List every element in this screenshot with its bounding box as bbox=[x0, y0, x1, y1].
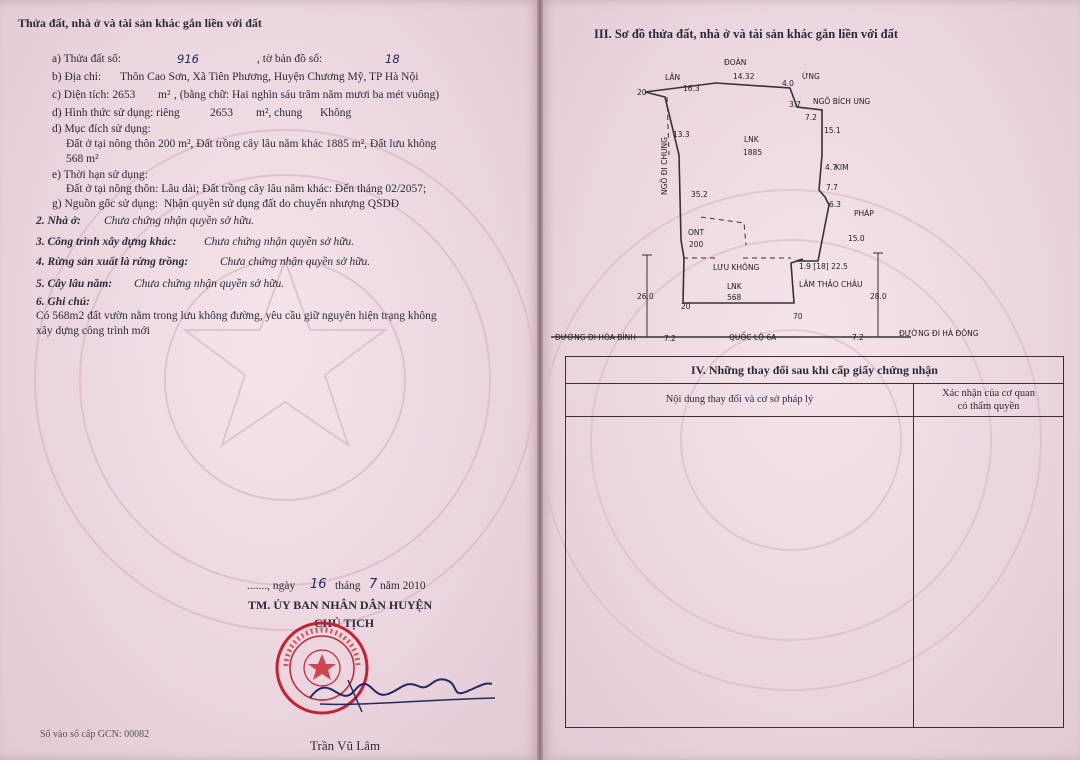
map-label-lnk-top: LNK bbox=[744, 135, 759, 144]
parcel-number: 916 bbox=[177, 52, 199, 66]
usage-form-label: d) Hình thức sử dụng: riêng bbox=[52, 107, 180, 119]
parcel-label: a) Thửa đất số: bbox=[52, 53, 121, 65]
road-label-right: ĐƯỜNG ĐI HÀ ĐÔNG bbox=[899, 329, 979, 338]
usage-private: 2653 bbox=[210, 107, 233, 119]
column-divider bbox=[913, 384, 914, 727]
dim-151: 15.1 bbox=[824, 126, 841, 135]
map-label-ngo-di-chung: NGÕ ĐI CHUNG bbox=[660, 137, 669, 195]
right-page bbox=[541, 0, 1080, 760]
dim-37: 3.7 bbox=[789, 100, 801, 109]
date-month-label: tháng bbox=[335, 580, 361, 592]
book-number: Số vào sổ cấp GCN: 00082 bbox=[40, 729, 150, 740]
map-sheet-number: 18 bbox=[385, 52, 400, 66]
date-day: 16 bbox=[310, 577, 327, 592]
dim-16-3: 16.3 bbox=[683, 84, 700, 93]
term-label: e) Thời hạn sử dụng: bbox=[52, 169, 148, 181]
map-label-lnk-top-area: 1885 bbox=[743, 148, 763, 157]
item-4-value: Chưa chứng nhận quyền sở hữu. bbox=[220, 256, 371, 268]
section-4-title: IV. Những thay đổi sau khi cấp giấy chứng nhận bbox=[566, 357, 1063, 384]
item-4-label: 4. Rừng sản xuất là rừng trồng: bbox=[36, 256, 189, 268]
dim-42: 4.0 bbox=[782, 79, 794, 88]
section-3-title: III. Sơ đồ thửa đất, nhà ở và tài sản khác gắn liền với đất bbox=[594, 27, 899, 41]
col-authority-header-line-2: có thẩm quyền bbox=[957, 401, 1020, 412]
item-5-label: 5. Cây lâu năm: bbox=[36, 278, 113, 290]
origin-value: Nhận quyền sử dụng đất do chuyển nhượng QSDĐ bbox=[164, 198, 400, 210]
item-5-value: Chưa chứng nhận quyền sở hữu. bbox=[134, 278, 285, 290]
usage-shared-label: m², chung bbox=[256, 107, 303, 119]
road-label-mid: QUỐC LỘ 6A bbox=[729, 333, 777, 342]
dim-150: 15.0 bbox=[848, 234, 865, 243]
area-unit: m² bbox=[158, 89, 171, 101]
dim-20-tl: 20 bbox=[637, 88, 647, 97]
map-label-phap: PHÁP bbox=[854, 209, 874, 218]
map-sheet-label: , tờ bản đồ số: bbox=[257, 53, 323, 65]
book-spine bbox=[537, 0, 543, 760]
usage-shared: Không bbox=[320, 107, 352, 119]
map-label-luu-khong: LƯU KHÔNG bbox=[713, 263, 760, 272]
map-label-doan: ĐOÀN bbox=[724, 58, 747, 67]
item-3-value: Chưa chứng nhận quyền sở hữu. bbox=[204, 236, 355, 248]
dim-72-left: 7.2 bbox=[664, 334, 676, 343]
purpose-label: d) Mục đích sử dụng: bbox=[52, 123, 151, 135]
dim-260: 26.0 bbox=[637, 292, 654, 301]
address-value: Thôn Cao Sơn, Xã Tiên Phương, Huyện Chương Mỹ, TP Hà Nội bbox=[120, 71, 419, 83]
signature bbox=[300, 660, 500, 720]
parcel-sketch-map bbox=[541, 45, 1080, 355]
col-authority-header-line-1: Xác nhận của cơ quan bbox=[941, 388, 1035, 399]
dim-133: 13.3 bbox=[673, 130, 690, 139]
position-title: CHỦ TỊCH bbox=[314, 616, 375, 630]
purpose-line-2: 568 m² bbox=[66, 153, 99, 165]
col-authority-header bbox=[914, 384, 1063, 417]
authority-title: TM. ỦY BAN NHÂN DÂN HUYỆN bbox=[248, 598, 433, 612]
dim-280: 28.0 bbox=[870, 292, 887, 301]
map-label-lam-thao-chau: LÂM THẢO CHÂU bbox=[799, 280, 863, 289]
changes-table bbox=[565, 356, 1064, 728]
map-label-kim: KIM bbox=[835, 163, 849, 172]
date-prefix: ......., ngày bbox=[247, 580, 296, 592]
map-label-lnk-bottom: LNK bbox=[727, 282, 742, 291]
note-line-1: Có 568m2 đất vườn nằm trong lưu không đường, yêu cầu giữ nguyên hiện trạng không bbox=[36, 310, 437, 322]
map-label-lnk-bottom-area: 568 bbox=[727, 293, 742, 302]
address-label: b) Địa chỉ: bbox=[52, 71, 102, 83]
date-month: 7 bbox=[369, 577, 378, 592]
dim-70: 70 bbox=[793, 312, 803, 321]
map-label-dim-misc: 1.9 [18] 22.5 bbox=[799, 262, 848, 271]
dim-20-bl: 20 bbox=[681, 302, 691, 311]
term-value: Đất ở tại nông thôn: Lâu dài; Đất trồng cây lâu năm khác: Đến tháng 02/2057; bbox=[66, 183, 427, 195]
item-3-label: 3. Công trình xây dựng khác: bbox=[36, 236, 177, 248]
map-label-ngo-bichung: NGÕ BÍCH UNG bbox=[813, 97, 871, 106]
item-2-value: Chưa chứng nhận quyền sở hữu. bbox=[104, 215, 255, 227]
map-label-ont: ONT bbox=[688, 228, 705, 237]
purpose-line-1: Đất ở tại nông thôn 200 m², Đất trồng cây lâu năm khác 1885 m², Đất lưu không bbox=[66, 138, 437, 150]
map-label-lan: LÂN bbox=[665, 73, 681, 82]
dim-352: 35.2 bbox=[691, 190, 708, 199]
dim-47: 4.7 bbox=[825, 163, 837, 172]
area-words: , (bằng chữ: Hai nghìn sáu trăm năm mươi ba mét vuông) bbox=[174, 89, 440, 101]
road-label-left: ĐƯỜNG ĐI HÒA BÌNH bbox=[555, 333, 636, 342]
left-header: Thửa đất, nhà ở và tài sản khác gắn liền với đất bbox=[18, 16, 262, 30]
dim-14-32: 14.32 bbox=[733, 72, 755, 81]
origin-label: g) Nguồn gốc sử dụng: bbox=[52, 198, 158, 210]
date-year: năm 2010 bbox=[380, 580, 426, 592]
col-change-content-header: Nội dung thay đổi và cơ sở pháp lý bbox=[566, 384, 913, 417]
dim-63: 6.3 bbox=[829, 200, 841, 209]
map-label-ung: ỨNG bbox=[802, 72, 820, 81]
item-6-label: 6. Ghi chú: bbox=[36, 296, 90, 308]
dim-77: 7.7 bbox=[826, 183, 838, 192]
note-line-2: xây dựng công trình mới bbox=[36, 325, 150, 337]
signer-name: Trần Vũ Lâm bbox=[310, 738, 381, 753]
area-label: c) Diện tích: 2653 bbox=[52, 89, 136, 101]
map-label-ont-area: 200 bbox=[689, 240, 704, 249]
dim-72a: 7.2 bbox=[805, 113, 817, 122]
item-2-label: 2. Nhà ở: bbox=[36, 215, 81, 227]
dim-72-right: 7.2 bbox=[852, 333, 864, 342]
